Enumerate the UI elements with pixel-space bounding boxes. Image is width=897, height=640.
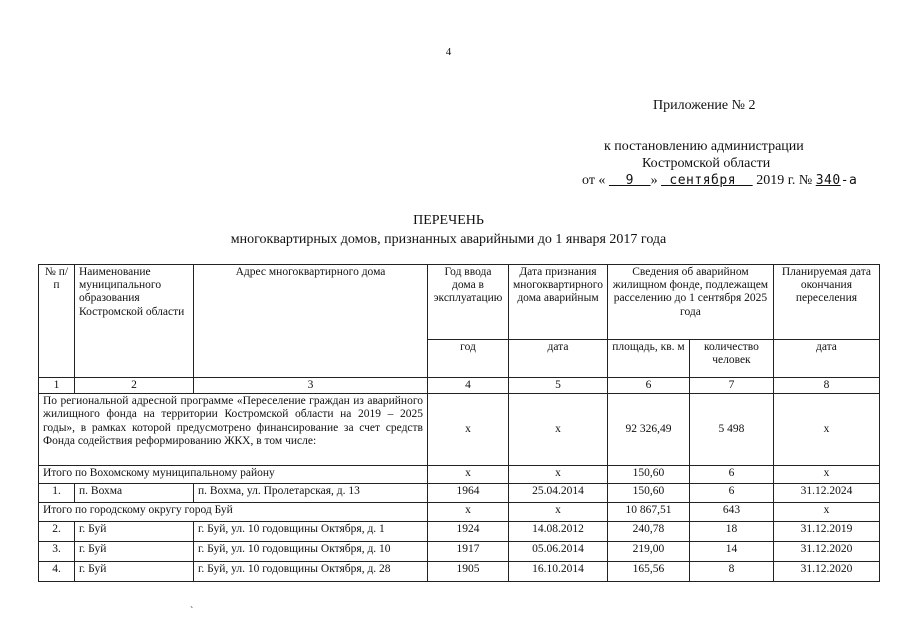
row-address: г. Буй, ул. 10 годовщины Октября, д. 28	[194, 562, 428, 582]
program-area: 92 326,49	[607, 394, 689, 466]
total-vokhma-label: Итого по Вохомскому муниципальному району	[39, 466, 428, 484]
date-mid: »	[650, 173, 658, 188]
row-people: 18	[689, 522, 773, 542]
header-year: Год ввода дома в эксплуатацию	[428, 265, 509, 340]
col-number: 4	[428, 378, 509, 394]
column-number-row	[39, 378, 880, 394]
subheader-area: площадь, кв. м	[607, 340, 689, 378]
col-number: 6	[607, 378, 689, 394]
resolution-number: 340	[815, 173, 841, 188]
row-address: п. Вохма, ул. Пролетарская, д. 13	[194, 484, 428, 503]
row-num: 1.	[39, 484, 75, 503]
row-people: 14	[689, 542, 773, 562]
date-month: сентября	[669, 173, 737, 188]
date-day: 9	[625, 173, 634, 188]
row-date: 16.10.2014	[509, 562, 608, 582]
subheader-people: количество человек	[689, 340, 773, 378]
resolution-label: к постановлению администрации	[604, 139, 804, 154]
row-municipality: г. Буй	[75, 522, 194, 542]
region-label: Костромской области	[642, 156, 771, 171]
row-municipality: г. Буй	[75, 562, 194, 582]
total-vokhma-area: 150,60	[607, 466, 689, 484]
col-number: 7	[689, 378, 773, 394]
subheader-date: дата	[509, 340, 608, 378]
row-people: 6	[689, 484, 773, 503]
header-num: № п/п	[39, 265, 75, 378]
col-number: 8	[773, 378, 879, 394]
register-table	[38, 264, 880, 582]
row-year: 1924	[428, 522, 509, 542]
col-number: 3	[194, 378, 428, 394]
resolution-number-suffix: -а	[840, 173, 858, 188]
row-num: 3.	[39, 542, 75, 562]
subheader-year: год	[428, 340, 509, 378]
header-municipality: Наименование муниципального образования Костромской области	[75, 265, 194, 378]
col-number: 1	[39, 378, 75, 394]
program-date: х	[509, 394, 608, 466]
header-info: Сведения об аварийном жилищном фонде, подлежащем расселению до 1 сентября 2025 года	[607, 265, 773, 340]
program-people: 5 498	[689, 394, 773, 466]
row-people: 8	[689, 562, 773, 582]
row-date: 25.04.2014	[509, 484, 608, 503]
row-area: 240,78	[607, 522, 689, 542]
program-year: х	[428, 394, 509, 466]
row-area: 150,60	[607, 484, 689, 503]
appendix-label: Приложение № 2	[653, 98, 756, 113]
header-address: Адрес многоквартирного дома	[194, 265, 428, 378]
row-year: 1964	[428, 484, 509, 503]
row-address: г. Буй, ул. 10 годовщины Октября, д. 10	[194, 542, 428, 562]
table-row	[39, 484, 880, 503]
row-year: 1917	[428, 542, 509, 562]
total-row	[39, 466, 880, 484]
header-planned-date: Планируемая дата окончания переселения	[773, 265, 879, 340]
program-text: По региональной адресной программе «Переселение граждан из аварийного жилищного фонда на территории Костромской области на 2019 – 2025 годы», в рамках которой предусмотрено финансирование за счет средств Фонда содействия реформированию ЖКХ, в том числе:	[39, 394, 428, 466]
date-year-text: 2019 г. №	[756, 173, 813, 188]
total-vokhma-year: х	[428, 466, 509, 484]
header-row	[39, 265, 880, 340]
document-subtitle: многоквартирных домов, признанных аварийными до 1 января 2017 года	[230, 232, 667, 247]
total-buy-planned: х	[773, 503, 879, 522]
row-year: 1905	[428, 562, 509, 582]
row-planned: 31.12.2020	[773, 542, 879, 562]
total-buy-year: х	[428, 503, 509, 522]
row-num: 4.	[39, 562, 75, 582]
page-number: 4	[445, 46, 452, 58]
row-address: г. Буй, ул. 10 годовщины Октября, д. 1	[194, 522, 428, 542]
program-row	[39, 394, 880, 466]
col-number: 5	[509, 378, 608, 394]
subheader-planned: дата	[773, 340, 879, 378]
row-date: 14.08.2012	[509, 522, 608, 542]
date-prefix: от «	[582, 173, 606, 188]
total-buy-date: х	[509, 503, 608, 522]
total-row	[39, 503, 880, 522]
total-vokhma-date: х	[509, 466, 608, 484]
total-vokhma-people: 6	[689, 466, 773, 484]
total-buy-people: 643	[689, 503, 773, 522]
header-date-recognized: Дата признания многоквартирного дома аварийным	[509, 265, 608, 340]
row-area: 219,00	[607, 542, 689, 562]
program-planned: х	[773, 394, 879, 466]
row-planned: 31.12.2020	[773, 562, 879, 582]
row-municipality: п. Вохма	[75, 484, 194, 503]
row-num: 2.	[39, 522, 75, 542]
row-municipality: г. Буй	[75, 542, 194, 562]
total-buy-area: 10 867,51	[607, 503, 689, 522]
total-vokhma-planned: х	[773, 466, 879, 484]
table-row	[39, 522, 880, 542]
table-row	[39, 542, 880, 562]
row-planned: 31.12.2019	[773, 522, 879, 542]
stray-mark: `	[190, 606, 194, 617]
total-buy-label: Итого по городскому округу город Буй	[39, 503, 428, 522]
resolution-date-line	[582, 173, 857, 189]
row-planned: 31.12.2024	[773, 484, 879, 503]
row-date: 05.06.2014	[509, 542, 608, 562]
col-number: 2	[75, 378, 194, 394]
document-title: ПЕРЕЧЕНЬ	[413, 213, 484, 228]
row-area: 165,56	[607, 562, 689, 582]
table-row	[39, 562, 880, 582]
